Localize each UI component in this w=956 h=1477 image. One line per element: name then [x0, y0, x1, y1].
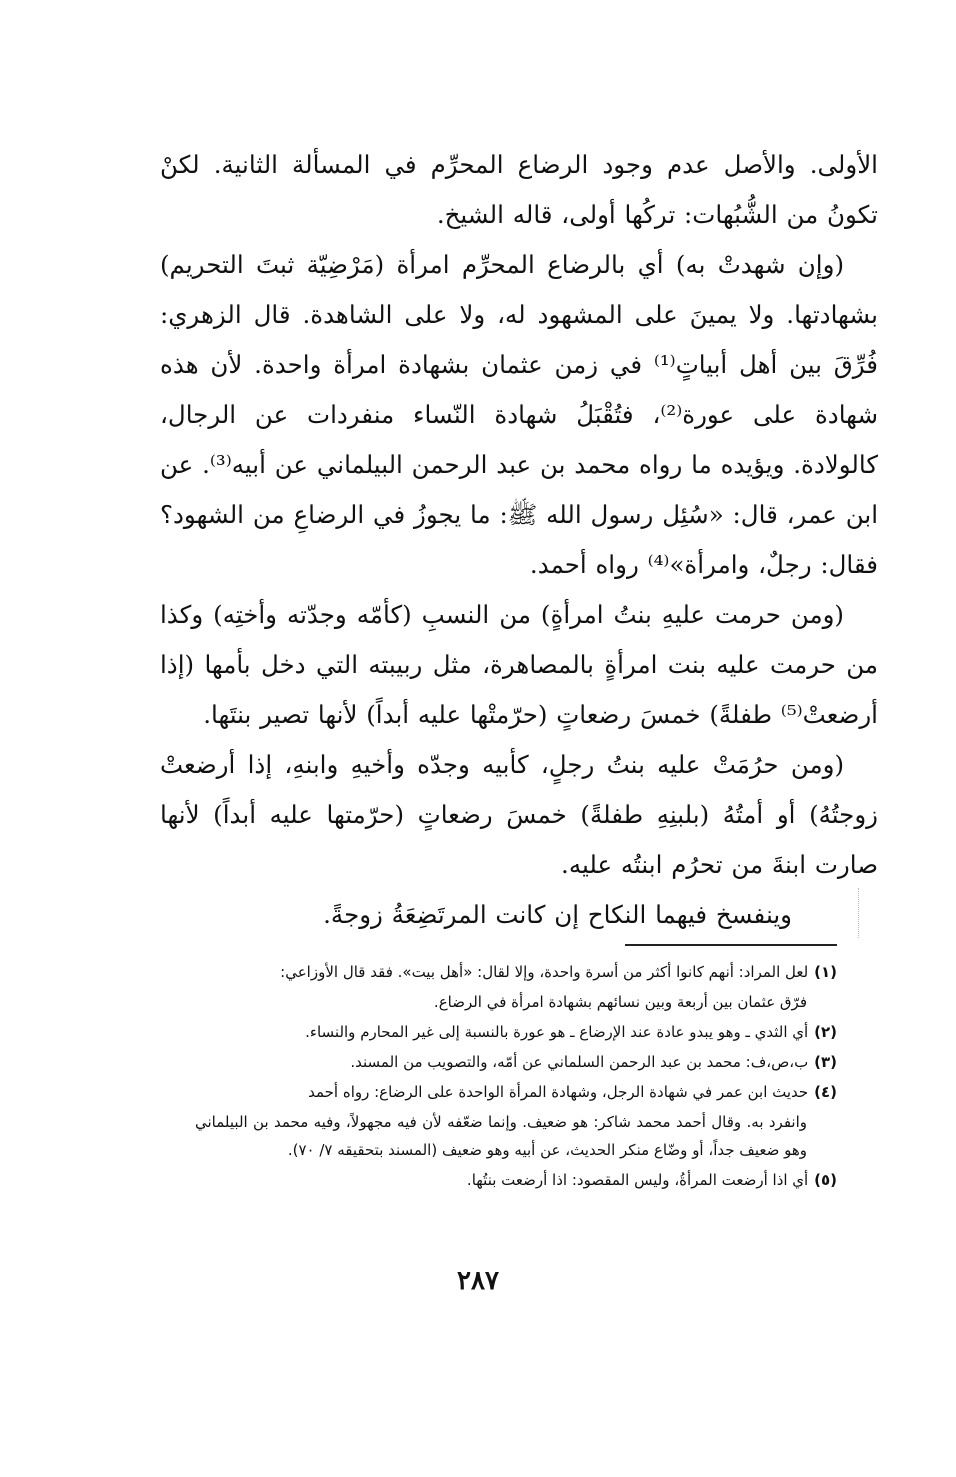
footnotes — [195, 958, 837, 1196]
page-number: ٢٨٧ — [457, 1266, 499, 1296]
footnote-5 — [195, 1166, 837, 1194]
paragraph-5: وينفسخ فيهما النكاح إن كانت المرتَضِعَةُ زوجةً. — [323, 900, 792, 929]
footnote-4 — [195, 1078, 837, 1106]
footnote-text: أي الثدي ـ وهو يبدو عادة عند الإرضاع ـ هو عورة بالنسبة إلى غير المحارم والنساء. — [305, 1023, 809, 1041]
margin-mark — [858, 888, 859, 938]
footnote-4-continuation: وانفرد به. وقال أحمد محمد شاكر: هو ضعيف. وإنما ضعّفه لأن فيه مجهولاً، وفيه محمد بن البيلماني وهو ضعيف جداً، أو وضّاع منكر الحديث، عن أبيه وهو ضعيف (المسند بتحقيقه ٧/ ٧٠). — [195, 1113, 807, 1159]
main-text — [160, 140, 878, 940]
paragraph-1: الأولى. والأصل عدم وجود الرضاع المحرِّم في المسألة الثانية. لكنْ تكونُ من الشُّبُهات: تركُها أولى، قاله الشيخ. — [160, 150, 878, 229]
paragraph-2: (وإن شهدتْ به) أي بالرضاع المحرِّم امرأة (مَرْضِيّة ثبتَ التحريم) بشهادتها. ولا يمينَ على المشهود له، ولا على الشاهدة. قال الزهري: فُرِّقَ بين أهل أبياتٍ⁽¹⁾ في زمن عثمان بشهادة امرأة واحدة. لأن هذه شهادة على عورة⁽²⁾، فتُقْبَلُ شهادة النّساء منفردات عن الرجال، كالولادة. ويؤيده ما رواه محمد بن عبد الرحمن البيلماني عن أبيه⁽³⁾. عن ابن عمر، قال: «سُئِل رسول الله ﷺ: ما يجوزُ في الرضاعِ من الشهود؟ فقال: رجلٌ، وامرأة»⁽⁴⁾ رواه أحمد. — [160, 250, 878, 579]
footnote-separator — [625, 944, 837, 946]
footnote-text: لعل المراد: أنهم كانوا أكثر من أسرة واحدة، وإلا لقال: «أهل بيت». فقد قال الأوزاعي: — [280, 963, 809, 981]
footnote-1 — [195, 958, 837, 986]
footnote-number: (٤) — [814, 1083, 837, 1101]
footnote-number: (٥) — [814, 1171, 837, 1189]
footnote-text: أي اذا أرضعت المرأةُ، وليس المقصود: اذا أرضعت بنتُها. — [466, 1171, 809, 1189]
footnote-text: ب،ص،ف: محمد بن عبد الرحمن السلماني عن أمّه، والتصويب من المسند. — [350, 1053, 809, 1071]
footnote-1-continuation: فرّق عثمان بين أربعة وبين نسائهم بشهادة امرأة في الرضاع. — [433, 993, 807, 1011]
footnote-text: حديث ابن عمر في شهادة الرجل، وشهادة المرأة الواحدة على الرضاع: رواه أحمد — [308, 1083, 809, 1101]
footnote-number: (٢) — [814, 1023, 837, 1041]
footnote-number: (١) — [814, 963, 837, 981]
footnote-3 — [195, 1048, 837, 1076]
paragraph-3: (ومن حرمت عليهِ بنتُ امرأةٍ) من النسبِ (كأمّه وجدّته وأختِه) وكذا من حرمت عليه بنت امرأةٍ بالمصاهرة، مثل ربيبته التي دخل بأمها (إذا أرضعتْ⁽⁵⁾ طفلةً) خمسَ رضعاتٍ (حرّمتْها عليه أبداً) لأنها تصير بنتَها. — [160, 600, 878, 729]
footnote-2 — [195, 1018, 837, 1046]
paragraph-4: (ومن حرُمَتْ عليه بنتُ رجلٍ، كأبيه وجدّه وأخيهِ وابنهِ، إذا أرضعتْ زوجتُهُ) أو أمتُهُ (بلبنِهِ طفلةً) خمسَ رضعاتٍ (حرّمتها عليه أبداً) لأنها صارت ابنةَ من تحرُم ابنتُه عليه. — [160, 750, 878, 879]
footnote-number: (٣) — [814, 1053, 837, 1071]
